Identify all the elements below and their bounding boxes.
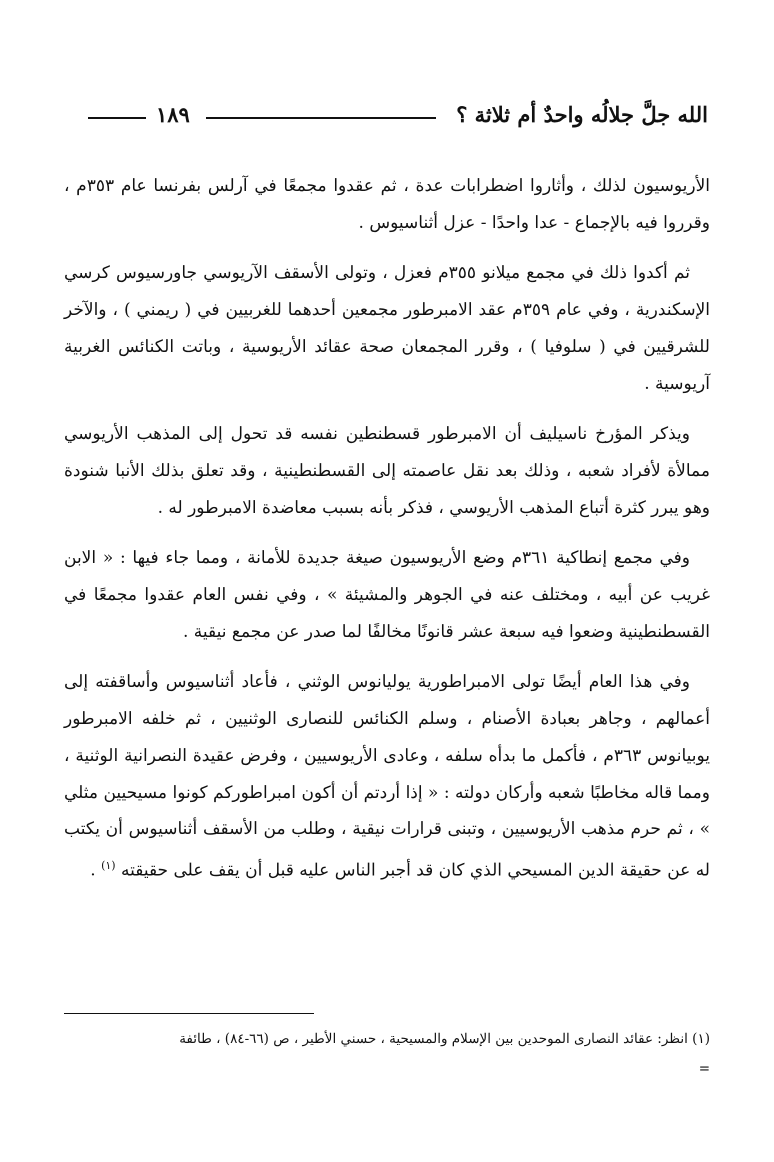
footnote-text: (١) انظر: عقائد النصارى الموحدين بين الإسلام والمسيحية ، حسني الأطير ، ص (٦٦-٨٤) ، طائفة xyxy=(179,1031,710,1047)
paragraph-2: ثم أكدوا ذلك في مجمع ميلانو ٣٥٥م فعزل ، وتولى الأسقف الآريوسي جاورسيوس كرسي الإسكندرية ، وفي عام ٣٥٩م عقد الامبرطور مجمعين أحدهما للغربيين في ( ريمني ) ، والآخر للشرقيين في ( سلوفيا ) ، وقرر المجمعان صحة عقائد الأريوسية ، وباتت الكنائس الغربية آريوسية . xyxy=(64,263,710,394)
paragraph-5 xyxy=(64,664,710,889)
page-number: ١٨٩ xyxy=(156,102,190,127)
paragraph-1: الأريوسيون لذلك ، وأثاروا اضطرابات عدة ، ثم عقدوا مجمعًا في آرلس بفرنسا عام ٣٥٣م ، وقرروا فيه بالإجماع - عدا واحدًا - عزل أثناسيوس . xyxy=(64,176,710,233)
running-header xyxy=(88,100,708,130)
footnote-reference[interactable]: (١) xyxy=(101,858,116,872)
paragraph-5-end: . xyxy=(90,860,102,881)
paragraph-4: وفي مجمع إنطاكية ٣٦١م وضع الأريوسيون صيغة جديدة للأمانة ، ومما جاء فيها : « الابن غريب عن أبيه ، ومختلف عنه في الجوهر والمشيئة » ، وفي نفس العام عقدوا مجمعًا في القسطنطينية وضعوا فيه سبعة عشر قانونًا مخالفًا لما صدر عن مجمع نيقية . xyxy=(64,548,710,642)
main-text xyxy=(64,168,710,903)
paragraph-3: ويذكر المؤرخ ناسيليف أن الامبرطور قسطنطين نفسه قد تحول إلى المذهب الأريوسي ممالأة لأفراد شعبه ، وذلك بعد نقل عاصمته إلى القسطنطينية ، وقد تعلق بذلك الأنبا شنودة وهو يبرر كثرة أتباع المذهب الأريوسي ، فذكر بأنه بسبب معاضدة الامبرطور له . xyxy=(64,424,710,518)
header-rule-short xyxy=(88,117,146,119)
running-title: الله جلَّ جلالُه واحدٌ أم ثلاثة ؟ xyxy=(456,102,708,127)
footnote-continuation-mark: = xyxy=(698,1061,710,1077)
footnote-separator xyxy=(64,1013,314,1014)
header-rule xyxy=(206,117,436,119)
paragraph-5-text: وفي هذا العام أيضًا تولى الامبراطورية يوليانوس الوثني ، فأعاد أثناسيوس وأساقفته إلى أعمالهم ، وجاهر بعبادة الأصنام ، وسلم الكنائس للنصارى الوثنيين ، ثم خلفه الامبرطور يوبيانوس ٣٦٣م ، فأكمل ما بدأه سلفه ، وعادى الأريوسيين ، وفرض عقيدة النصرانية الوثنية ، ومما قاله مخاطبًا شعبه وأركان دولته : « إذا أردتم أن أكون امبراطوركم كونوا مسيحيين مثلي » ، ثم حرم مذهب الأريوسيين ، وتبنى قرارات نيقية ، وطلب من الأسقف أثناسيوس أن يكتب له عن حقيقة الدين المسيحي الذي كان قد أجبر الناس عليه قبل أن يقف على حقيقته xyxy=(64,672,710,881)
footnote xyxy=(64,1024,710,1084)
